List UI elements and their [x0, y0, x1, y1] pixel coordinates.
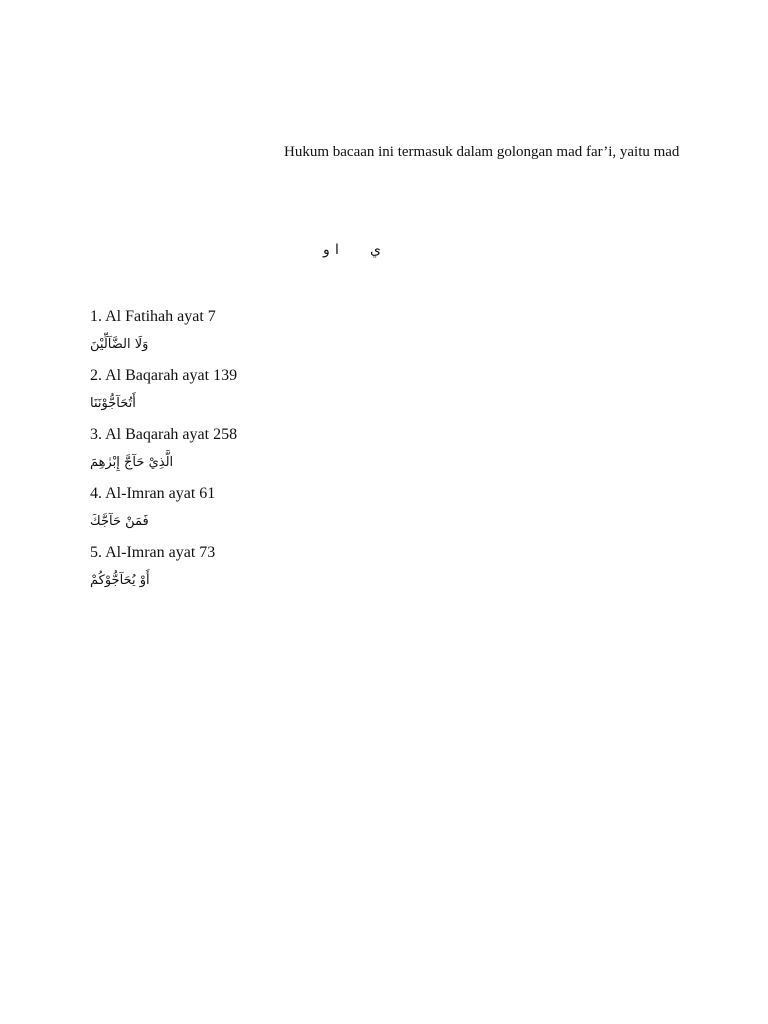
mad-letter-wau: و: [323, 242, 330, 258]
ayat-arabic-text: أَتُحَآجُّوْنَنَا: [90, 396, 136, 411]
ayat-arabic-text: الَّذِيْ حَآجَّ إِبْرٰهِمَ: [90, 455, 174, 470]
ayat-arabic-text: فَمَنْ حَآجَّكَ: [90, 514, 149, 529]
intro-text: Hukum bacaan ini termasuk dalam golongan mad far’i, yaitu mad: [284, 144, 680, 160]
ayat-title: 2. Al Baqarah ayat 139: [90, 367, 238, 384]
list-item: [90, 424, 490, 483]
list-item: [90, 365, 490, 424]
ayat-arabic-text: وَلَا الضَّآلِّيْنَ: [90, 337, 149, 352]
list-item: [90, 306, 490, 365]
mad-letter-ya: ي: [370, 242, 381, 258]
list-item: [90, 483, 490, 542]
ayat-title: 3. Al Baqarah ayat 258: [90, 426, 238, 443]
ayat-title: 4. Al-Imran ayat 61: [90, 485, 216, 502]
list-item: [90, 542, 490, 601]
ayat-title: 5. Al-Imran ayat 73: [90, 544, 216, 561]
ayat-title: 1. Al Fatihah ayat 7: [90, 308, 216, 325]
ayat-arabic-text: أَوْ يُحَآجُّوْكُمْ: [90, 573, 150, 588]
mad-letter-alif: ا: [335, 242, 339, 258]
ayat-list: [90, 306, 490, 601]
